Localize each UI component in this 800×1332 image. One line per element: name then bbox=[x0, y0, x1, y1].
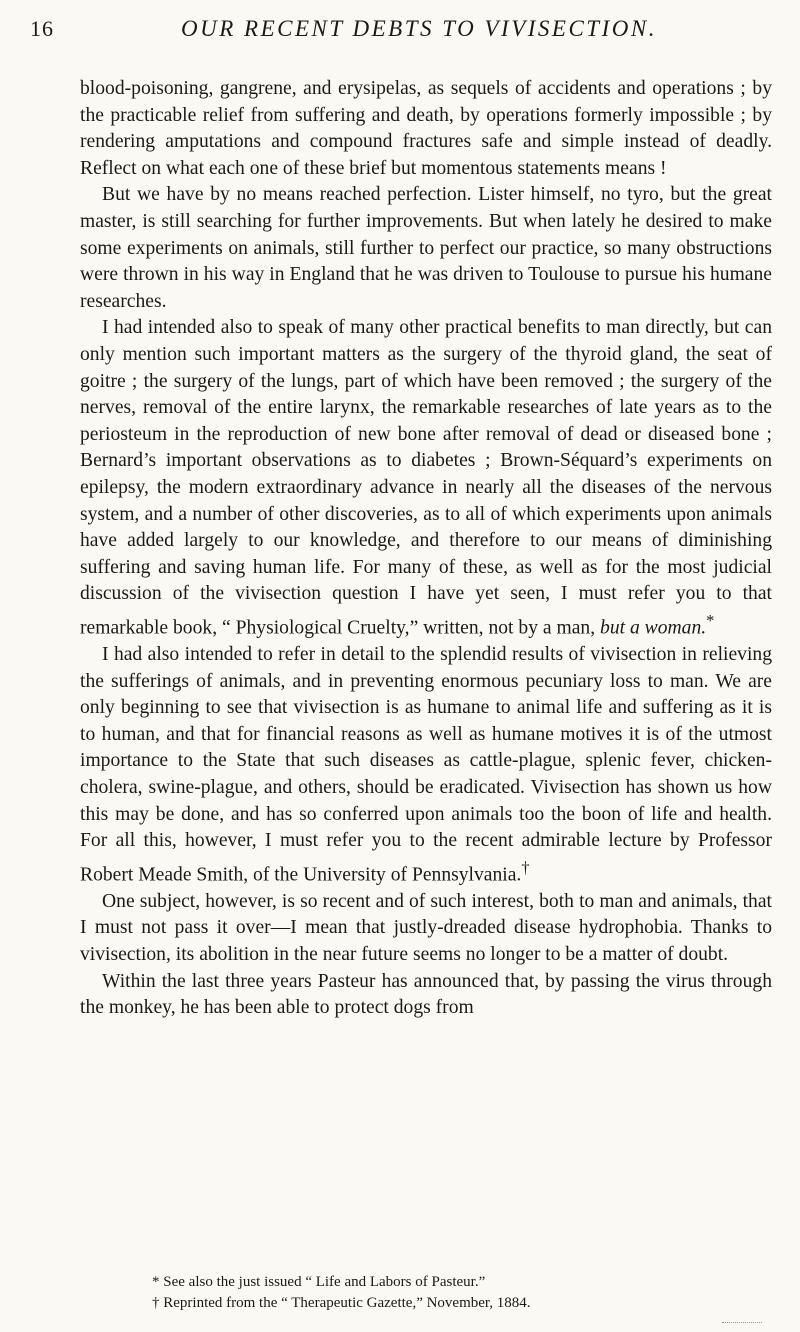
footnote-mark: * bbox=[706, 610, 715, 630]
paragraph: blood-poisoning, gangrene, and erysipelas, as sequels of accidents and operations ; by the practicable relief from suffering and death, by operations formerly impossible ; by rendering amputations and compound fractures safe and simple instead of deadly. Reflect on what each one of these brief but momentous statements means ! bbox=[80, 78, 772, 179]
paragraph: I had intended also to speak of many other practical benefits to man directly, but can only mention such important matters as the surgery of the thyroid gland, the seat of goitre ; the surgery of the lungs, part of which have been removed ; the surgery of the nerves, removal of the entire larynx, the remarkable researches of late years as to the periosteum in the reproduction of new bone after removal of dead or diseased bone ; Bernard’s important observations as to diabetes ; Brown-Séquard’s experiments on epilepsy, the modern extraordinary advance in nearly all the diseases of the nervous system, and a number of other discoveries, as to all of which experiments upon animals have added largely to our knowledge, and therefore to our means of diminishing suffering and saving human life. For many of these, as well as for the most judicial discussion of the vivisection question I have yet seen, I must refer you to that remarkable book, “ Physiological Cruelty,” written, not by a man, but a woman.* bbox=[80, 317, 772, 639]
paragraph: One subject, however, is so recent and of such interest, both to man and animals, that I must not pass it over—I mean that justly-dreaded disease hydrophobia. Thanks to vivisection, its abolition in the near future seems no longer to be a matter of doubt. bbox=[80, 890, 772, 966]
paragraph: Within the last three years Pasteur has announced that, by passing the virus through the monkey, he has been able to protect dogs from bbox=[80, 970, 772, 1019]
paragraph: But we have by no means reached perfection. Lister himself, no tyro, but the great master, is still searching for further improvements. But when lately he desired to make some experiments on animals, still further to perfect our practice, so many obstructions were thrown in his way in England that he was driven to Toulouse to pursue his humane researches. bbox=[80, 184, 772, 312]
footnote: † Reprinted from the “ Therapeutic Gazette,” November, 1884. bbox=[152, 1295, 531, 1311]
footnote: * See also the just issued “ Life and Labors of Pasteur.” bbox=[152, 1274, 486, 1290]
running-head bbox=[30, 16, 748, 46]
page-number: 16 bbox=[30, 16, 54, 41]
running-title: OUR RECENT DEBTS TO VIVISECTION. bbox=[181, 16, 657, 41]
footnotes bbox=[80, 1272, 772, 1314]
paragraph: I had also intended to refer in detail to the splendid results of vivisection in relieving the sufferings of animals, and in preventing enormous pecuniary loss to man. We are only beginning to see that vivisection is as humane to animal life and suffering as it is to human, and that for financial reasons as well as humane motives it is of the utmost importance to the State that such diseases as cattle-plague, splenic fever, chicken-cholera, swine-plague, and others, should be eradicated. Vivisection has shown us how this may be done, and has so conferred upon animals too the boon of life and health. For all this, however, I must refer you to the recent admirable lecture by Professor Robert Meade Smith, of the University of Pennsylvania.† bbox=[80, 644, 772, 886]
emphasis-text: but a woman. bbox=[600, 617, 707, 639]
body-text bbox=[80, 76, 772, 1022]
scan-artifact bbox=[722, 1310, 762, 1323]
footnote-mark: † bbox=[521, 857, 530, 877]
